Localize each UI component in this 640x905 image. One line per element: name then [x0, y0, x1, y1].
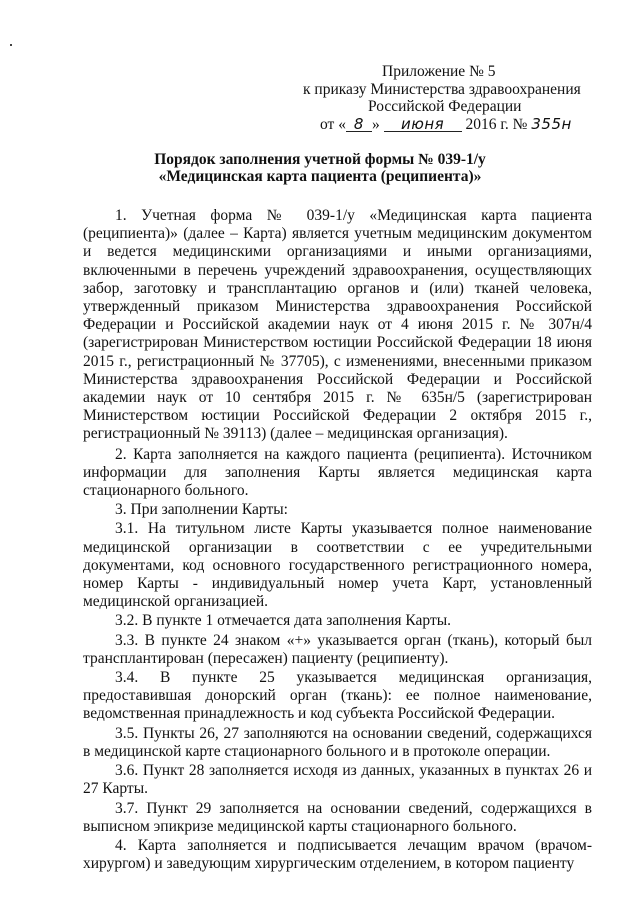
paragraph-3-5: 3.5. Пункты 26, 27 заполняются на основании сведений, содержащихся в медицинской карте стационарного больного и в протоколе операции. — [83, 724, 592, 760]
date-prefix: от « — [320, 115, 346, 133]
paragraph-3: 3. При заполнении Карты: — [115, 501, 288, 519]
handwritten-order-number: 355н — [531, 114, 572, 133]
title-line-1: Порядок заполнения учетной формы № 039-1/у — [154, 151, 486, 168]
document-body — [83, 207, 592, 874]
appendix-number: Приложение № 5 — [382, 63, 496, 80]
paragraph-3-2: 3.2. В пункте 1 отмечается дата заполнения Карты. — [115, 612, 452, 630]
title-line-2: «Медицинская карта пациента (реципиента)» — [158, 168, 482, 185]
document-title — [0, 151, 640, 185]
handwritten-month: июня — [384, 117, 462, 132]
paragraph-3-1: 3.1. На титульном листе Карты указывается полное наименование медицинской организации в соответствии с ее учредительными документами, код основного государственного регистрационного номера, номер Карты - индивидуальный номер учета Карт, установленный медицинской организацией. — [83, 520, 592, 611]
paragraph-4: 4. Карта заполняется и подписывается лечащим врачом (врачом-хирургом) и заведующим хирургическим отделением, в котором пациенту — [83, 836, 592, 873]
paragraph-2: 2. Карта заполняется на каждого пациента (реципиента). Источником информации для заполнения Карты является медицинская карта стационарного больного. — [83, 445, 592, 500]
paragraph-3-4: 3.4. В пункте 25 указывается медицинская организация, предоставившая донорский орган (ткань): ее полное наименование, ведомственная принадлежность и код субъекта Российской Федерации. — [83, 669, 592, 723]
paragraph-3-7: 3.7. Пункт 29 заполняется на основании сведений, содержащихся в выписном эпикризе медицинской карты стационарного больного. — [83, 799, 592, 835]
paragraph-1: 1. Учетная форма № 039-1/у «Медицинская карта пациента (реципиента)» (далее – Карта) является учетным медицинским документом и ведется медицинскими организациями и иными организациями, включенными в перечень учреждений здравоохранения, осуществляющих забор, заготовку и трансплантацию органов и (или) тканей человека, утвержденный приказом Министерства здравоохранения Российской Федерации и Российской академии наук от 4 июня 2015 г. № 307н/4 (зарегистрирован Министерством юстиции Российской Федерации 18 июня 2015 г., регистрационный № 37705), с изменениями, внесенными приказом Министерства здравоохранения Российской Федерации и Российской академии наук от 10 сентября 2015 г. № 635н/5 (зарегистрирован Министерством юстиции Российской Федерации 2 октября 2015 г., регистрационный № 39113) (далее – медицинская организация). — [83, 207, 592, 443]
date-year: 2016 г. № — [465, 115, 528, 133]
scan-speck — [10, 44, 12, 46]
appendix-header — [300, 63, 600, 133]
date-mid: » — [371, 115, 380, 133]
handwritten-day: 8 — [346, 117, 372, 132]
paragraph-3-6: 3.6. Пункт 28 заполняется исходя из данных, указанных в пунктах 26 и 27 Карты. — [83, 762, 592, 798]
appendix-federation: Российской Федерации — [368, 98, 522, 115]
paragraph-3-3: 3.3. В пункте 24 знаком «+» указывается орган (ткань), который был трансплантирован (пересажен) пациенту (реципиенту). — [83, 631, 592, 667]
appendix-date-line — [300, 116, 600, 134]
appendix-order-ref: к приказу Министерства здравоохранения — [303, 80, 581, 98]
